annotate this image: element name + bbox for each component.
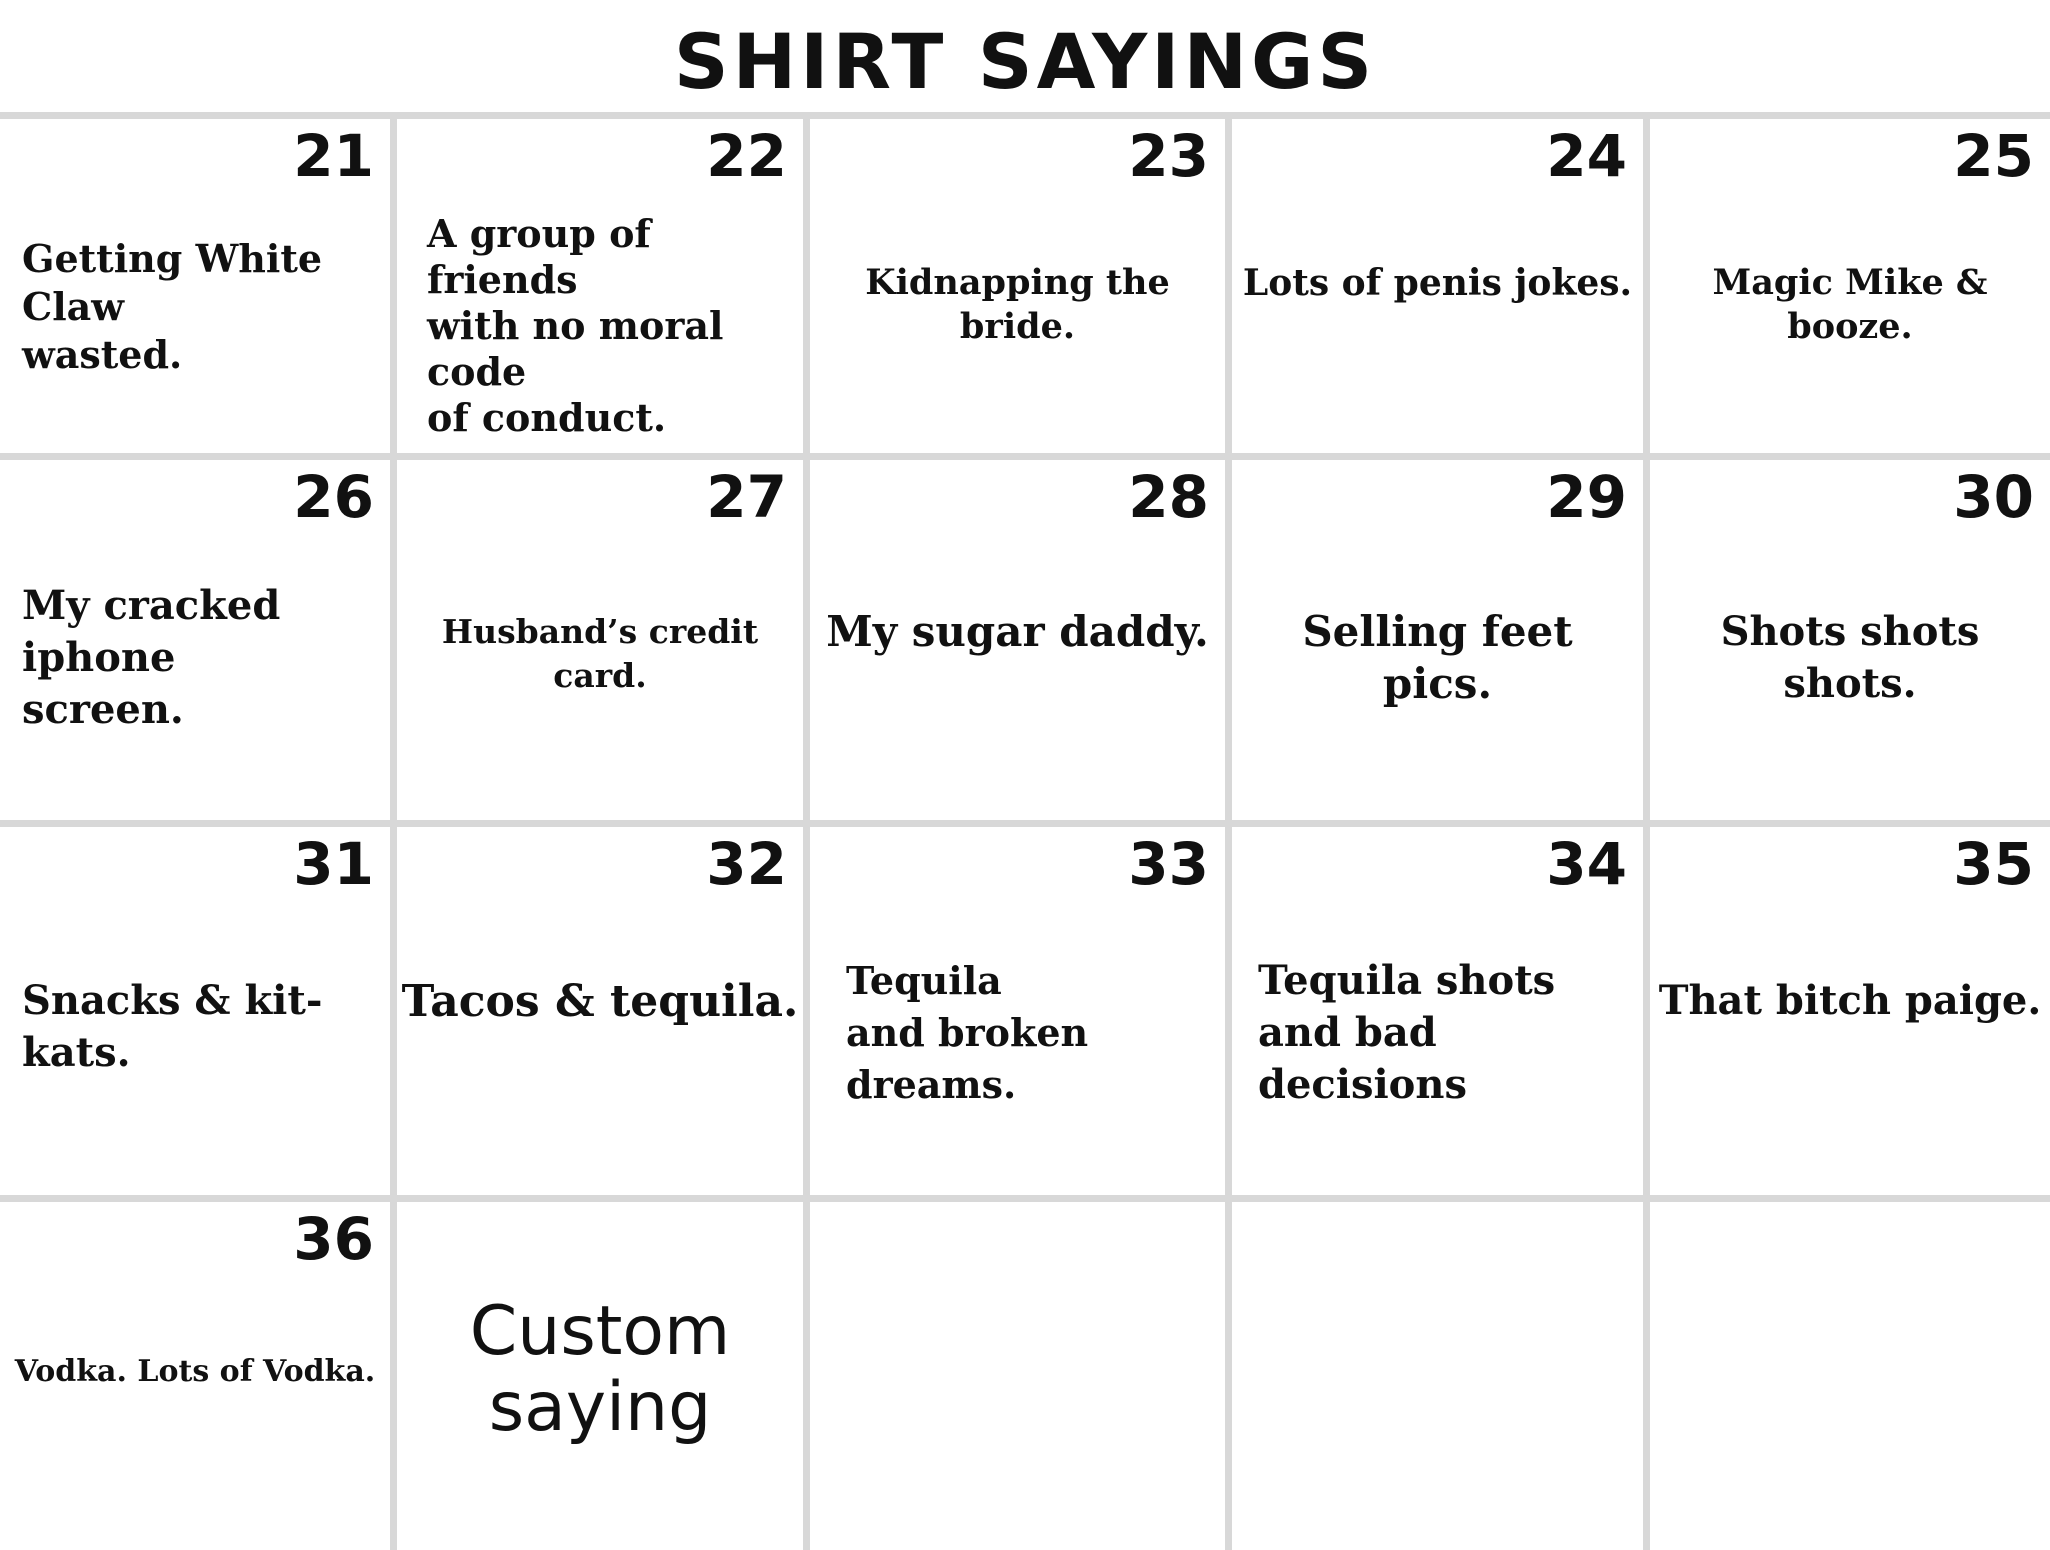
saying-cell (810, 827, 1225, 1195)
saying-text: My sugar daddy. (826, 607, 1209, 656)
saying-text: That bitch paige. (1658, 977, 2042, 1024)
saying-cell (810, 460, 1225, 820)
saying-number: 27 (706, 463, 787, 531)
saying-cell (397, 119, 803, 453)
saying-cell (1232, 119, 1643, 453)
saying-cell (1232, 827, 1643, 1195)
saying-cell (397, 460, 803, 820)
saying-number: 35 (1953, 830, 2034, 898)
grid-line (390, 112, 397, 1550)
saying-cell (1650, 119, 2050, 453)
saying-number: 25 (1953, 122, 2034, 190)
saying-cell (810, 119, 1225, 453)
saying-number: 23 (1128, 122, 1209, 190)
saying-cell (1232, 460, 1643, 820)
saying-text: Lots of penis jokes. (1242, 262, 1633, 304)
saying-text: Getting White Claw wasted. (22, 236, 323, 377)
grid-line (803, 112, 810, 1550)
saying-text: Vodka. Lots of Vodka. (14, 1354, 376, 1389)
grid-line (0, 820, 2050, 827)
saying-number: 32 (706, 830, 787, 898)
saying-cell (1650, 827, 2050, 1195)
saying-number: 22 (706, 122, 787, 190)
empty-cell (1232, 1202, 1643, 1550)
saying-number: 36 (293, 1205, 374, 1273)
saying-number: 21 (293, 122, 374, 190)
custom-saying-label: Custom saying (469, 1292, 731, 1447)
saying-number: 28 (1128, 463, 1209, 531)
saying-text: Magic Mike & booze. (1712, 262, 1988, 347)
saying-cell (0, 827, 390, 1195)
grid-line (0, 1195, 2050, 1202)
saying-text: Tequila and broken dreams. (846, 958, 1089, 1107)
saying-number: 33 (1128, 830, 1209, 898)
custom-saying-cell (397, 1202, 803, 1550)
saying-text: Tacos & tequila. (401, 976, 799, 1027)
saying-text: Shots shots shots. (1720, 608, 1980, 707)
saying-text: Kidnapping the bride. (865, 262, 1170, 347)
saying-text: Tequila shots and bad decisions (1258, 957, 1556, 1108)
grid-line (1225, 112, 1232, 1550)
saying-number: 30 (1953, 463, 2034, 531)
saying-cell (0, 460, 390, 820)
grid-line (0, 112, 2050, 119)
saying-number: 24 (1546, 122, 1627, 190)
grid-line (0, 453, 2050, 460)
saying-number: 31 (293, 830, 374, 898)
page-title: SHIRT SAYINGS (673, 17, 1377, 106)
saying-number: 26 (293, 463, 374, 531)
saying-cell (0, 119, 390, 453)
saying-text: My cracked iphone screen. (22, 582, 281, 733)
saying-cell (0, 1202, 390, 1550)
saying-cell (397, 827, 803, 1195)
empty-cell (1650, 1202, 2050, 1550)
saying-number: 34 (1546, 830, 1627, 898)
empty-cell (810, 1202, 1225, 1550)
saying-text: Husband’s credit card. (441, 612, 759, 695)
saying-text: A group of friends with no moral code of conduct. (427, 211, 724, 440)
saying-text: Selling feet pics. (1302, 607, 1573, 708)
saying-text: Snacks & kit-kats. (22, 977, 323, 1076)
grid-line (1643, 112, 1650, 1550)
saying-number: 29 (1546, 463, 1627, 531)
saying-cell (1650, 460, 2050, 820)
